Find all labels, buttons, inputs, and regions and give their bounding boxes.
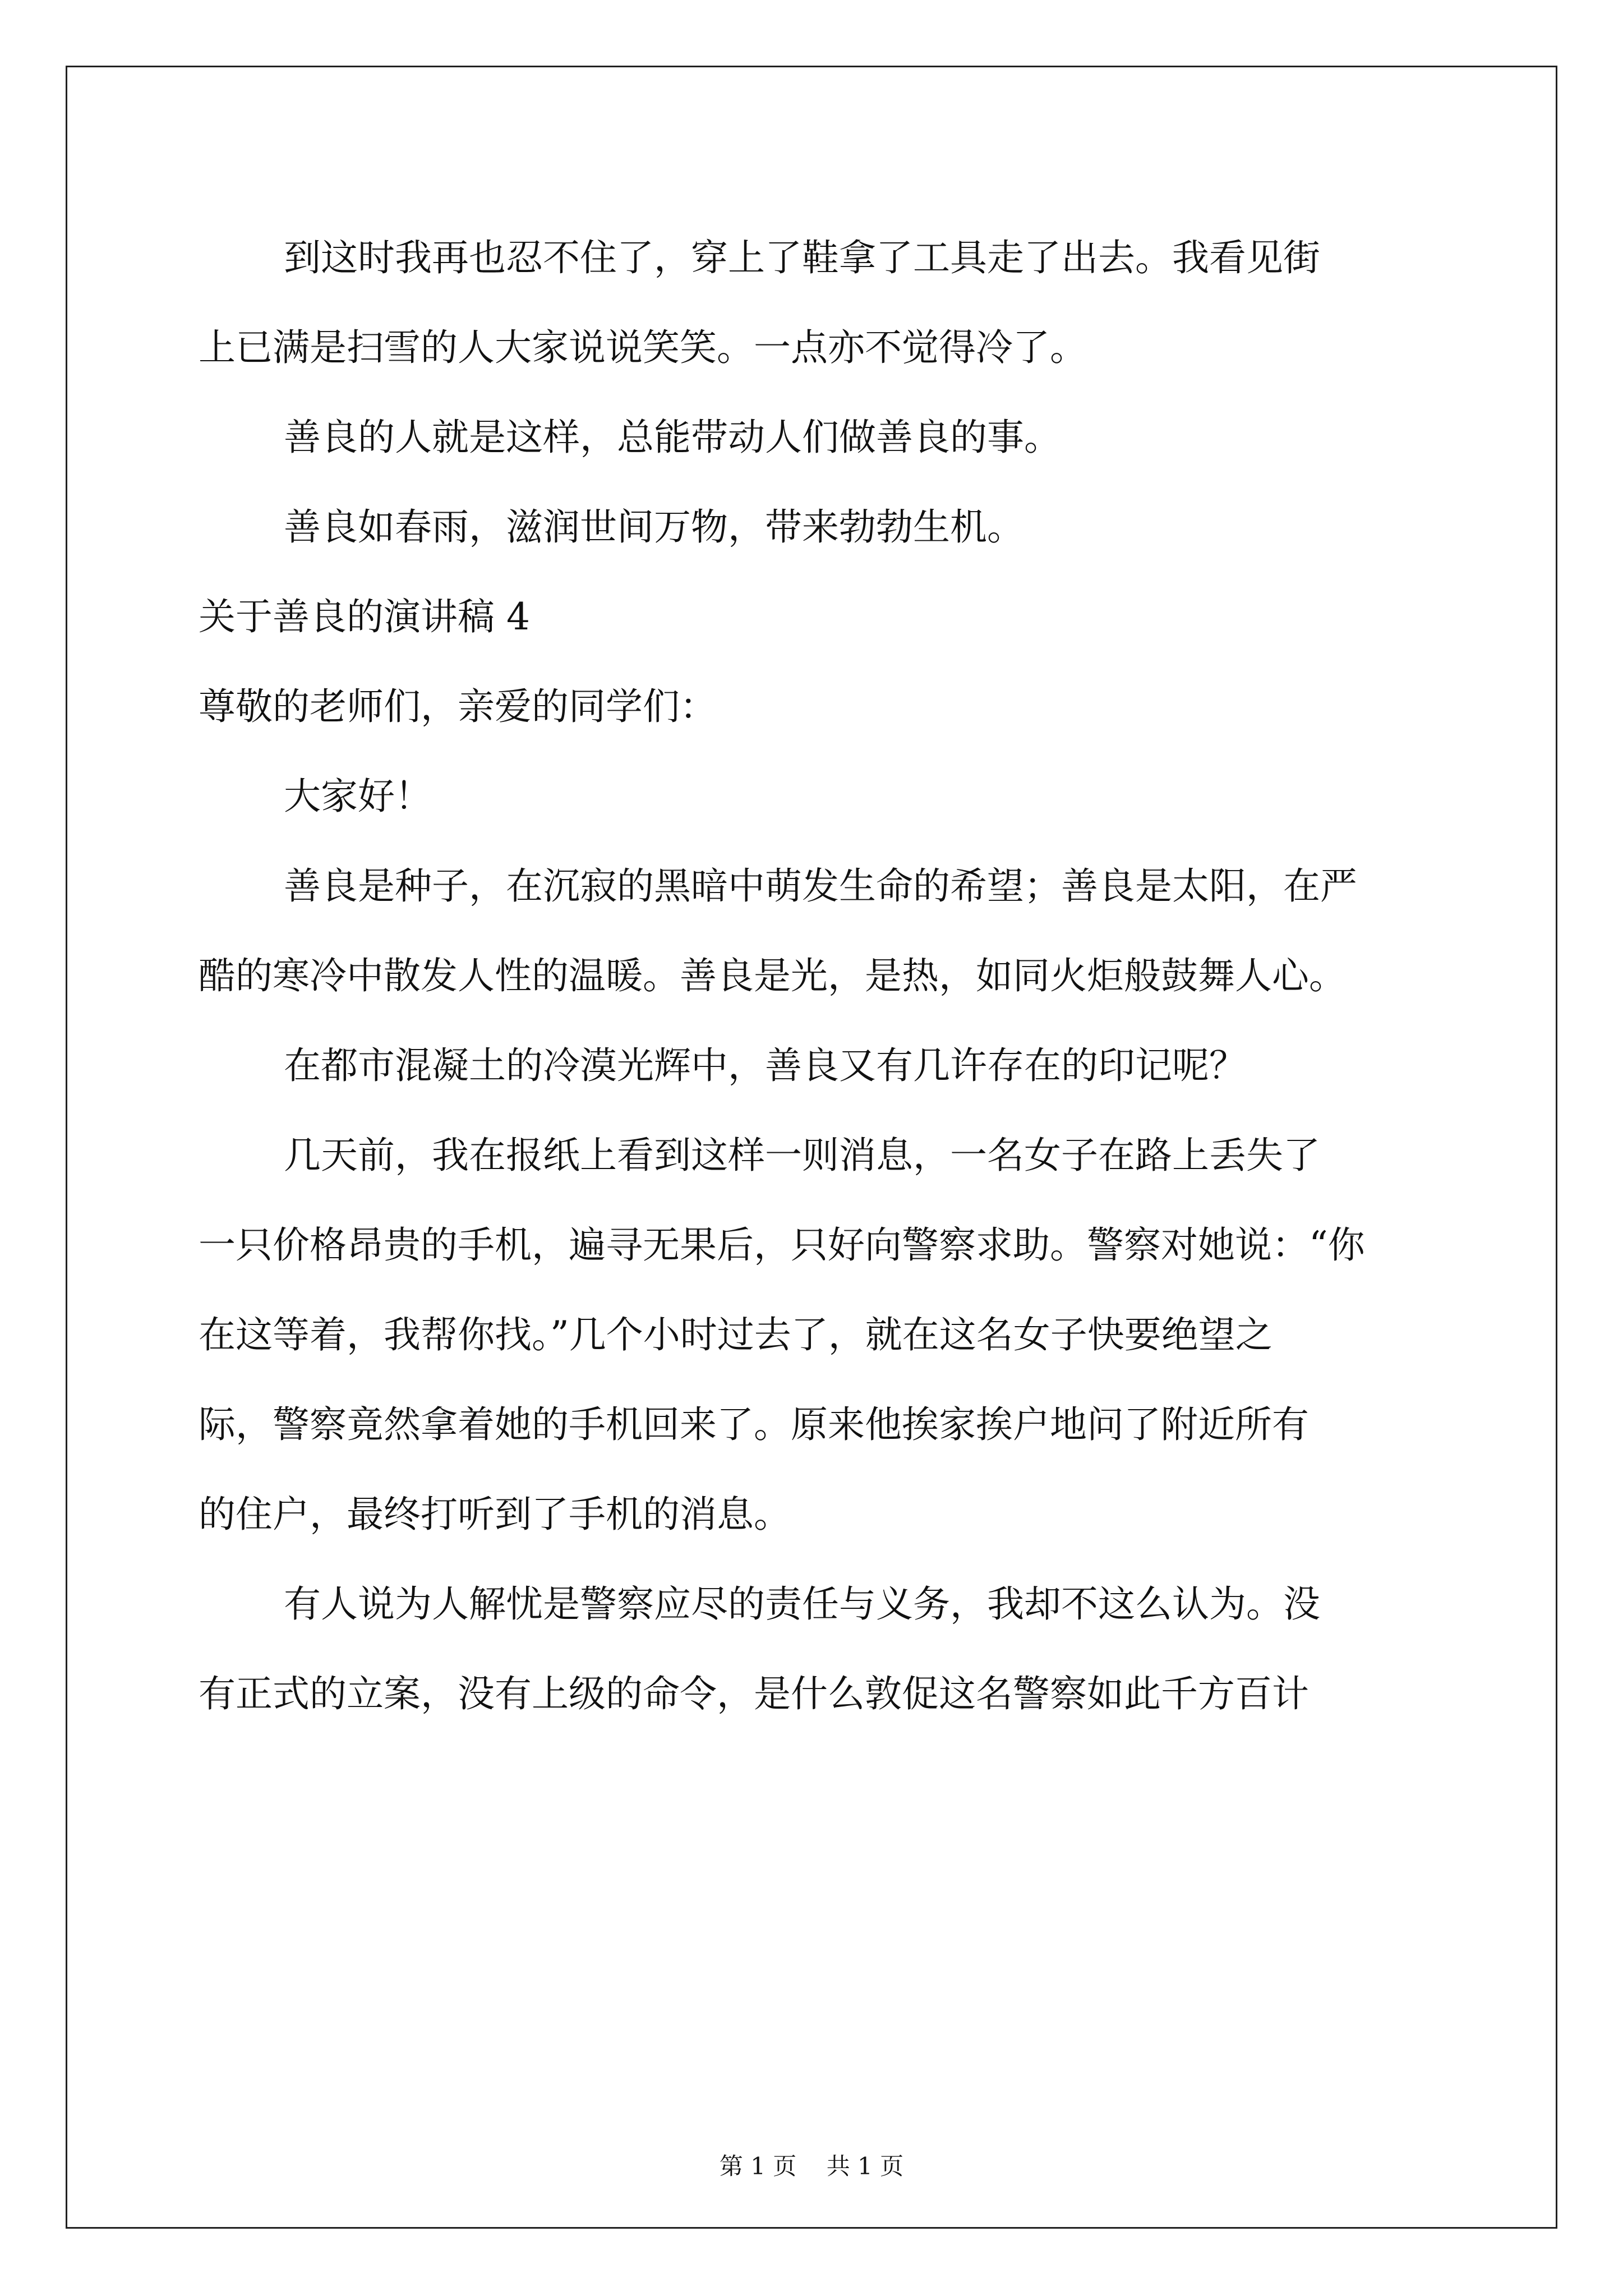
text-line: 尊敬的老师们，亲爱的同学们： [199, 685, 717, 728]
paragraph-continuation [199, 1290, 1432, 1380]
paragraph [199, 841, 1432, 931]
text-line: 上已满是扫雪的人大家说说笑笑。一点亦不觉得冷了。 [199, 326, 1087, 369]
text-line: 善良的人就是这样，总能带动人们做善良的事。 [284, 416, 1061, 459]
text-line: 到这时我再也忍不住了，穿上了鞋拿了工具走了出去。我看见街 [284, 236, 1320, 279]
paragraph-continuation [199, 1380, 1432, 1470]
text-line: 善良如春雨，滋润世间万物，带来勃勃生机。 [284, 505, 1024, 549]
page-number-text: 第 1 页 共 1 页 [719, 2152, 904, 2180]
text-line: 在都市混凝土的冷漠光辉中，善良又有几许存在的印记呢？ [284, 1044, 1246, 1087]
text-line: 酷的寒冷中散发人性的温暖。善良是光，是热，如同火炬般鼓舞人心。 [199, 954, 1346, 997]
salutation [199, 662, 1432, 752]
text-line: 际，警察竟然拿着她的手机回来了。原来他挨家挨户地问了附近所有 [199, 1403, 1309, 1446]
section-heading [199, 572, 1432, 662]
paragraph [199, 213, 1432, 303]
paragraph-continuation [199, 303, 1432, 393]
document-body [199, 213, 1432, 1739]
text-line: 一只价格昂贵的手机，遍寻无果后，只好向警察求助。警察对她说：“你 [199, 1223, 1365, 1267]
paragraph-continuation [199, 1649, 1432, 1739]
paragraph [199, 1111, 1432, 1200]
paragraph [199, 482, 1432, 572]
text-line: 有人说为人解忧是警察应尽的责任与义务，我却不这么认为。没 [284, 1582, 1320, 1626]
text-line: 大家好！ [284, 775, 432, 818]
paragraph-continuation [199, 1470, 1432, 1559]
text-line: 有正式的立案，没有上级的命令，是什么敦促这名警察如此千方百计 [199, 1672, 1309, 1715]
paragraph [199, 1559, 1432, 1649]
text-line: 几天前，我在报纸上看到这样一则消息，一名女子在路上丢失了 [284, 1134, 1320, 1177]
greeting [199, 752, 1432, 841]
text-line: 善良是种子，在沉寂的黑暗中萌发生命的希望；善良是太阳，在严 [284, 864, 1357, 908]
text-line: 的住户，最终打听到了手机的消息。 [199, 1493, 791, 1536]
paragraph-continuation [199, 931, 1432, 1021]
heading-text: 关于善良的演讲稿 4 [199, 595, 530, 638]
text-line: 在这等着，我帮你找。”几个小时过去了，就在这名女子快要绝望之 [199, 1313, 1272, 1356]
paragraph [199, 393, 1432, 482]
paragraph-continuation [199, 1200, 1432, 1290]
paragraph [199, 1021, 1432, 1111]
page-footer [0, 2150, 1623, 2183]
